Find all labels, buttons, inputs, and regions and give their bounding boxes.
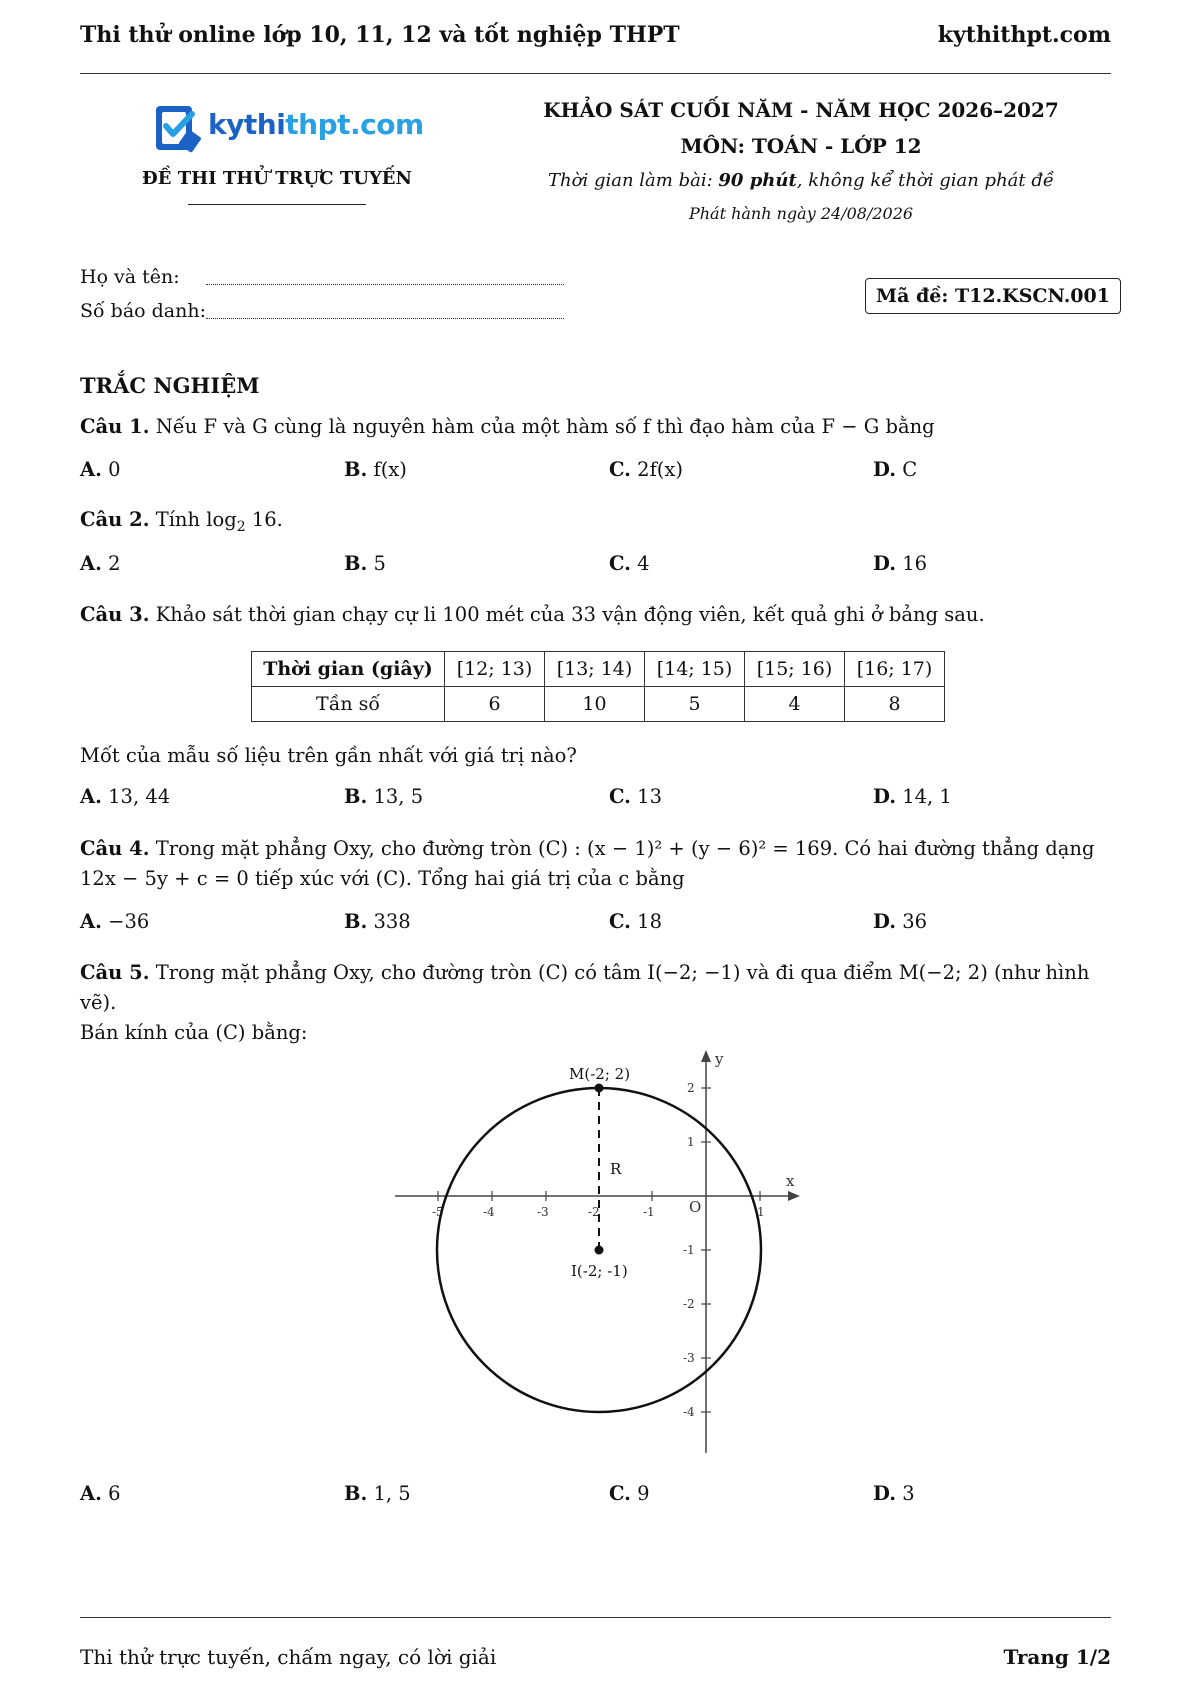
header-site-tagline: Thi thử online lớp 10, 11, 12 và tốt nghiệp THPT (80, 22, 680, 48)
q5-answer-d[interactable]: D. 3 (873, 1482, 915, 1505)
q2-answer-d[interactable]: D. 16 (873, 552, 928, 575)
exam-subject: MÔN: TOÁN - LỚP 12 (680, 134, 922, 158)
question-1: Câu 1. Nếu F và G cùng là nguyên hàm của một hàm số f thì đạo hàm của F − G bằng (80, 415, 935, 438)
x-tick-label: -5 (432, 1205, 444, 1219)
table-cell: Thời gian (giây) (252, 652, 445, 687)
table-row (252, 687, 945, 722)
table-cell: [13; 14) (545, 652, 645, 687)
q1-answer-d[interactable]: D. C (873, 458, 918, 481)
q3-answer-d[interactable]: D. 14, 1 (873, 785, 952, 808)
y-tick-label: 1 (687, 1135, 695, 1149)
issue-date: Phát hành ngày 24/08/2026 (688, 204, 914, 223)
name-label: Họ và tên: (80, 266, 180, 288)
y-axis-label: y (715, 1050, 724, 1068)
question-2: Câu 2. Tính $\log_2 16$. (80, 508, 283, 535)
q1-answer-a[interactable]: A. 0 (80, 458, 121, 481)
table-cell: [15; 16) (745, 652, 845, 687)
table-cell: [16; 17) (845, 652, 945, 687)
table-cell: 10 (545, 687, 645, 722)
q4-answer-c[interactable]: C. 18 (609, 910, 662, 933)
logo-wordmark: kythithpt.com (208, 108, 424, 141)
origin-label: O (689, 1198, 702, 1216)
x-tick-label: -4 (483, 1205, 495, 1219)
q2-answer-c[interactable]: C. 4 (609, 552, 650, 575)
table-header-row (252, 652, 945, 687)
y-axis-arrow-icon (701, 1050, 711, 1062)
exam-duration: Thời gian làm bài: 90 phút, không kể thời gian phát đề (548, 170, 1054, 191)
y-tick-label: -4 (683, 1405, 695, 1419)
section-title: TRẮC NGHIỆM (80, 373, 260, 398)
radius-label: R (610, 1160, 622, 1178)
x-axis-label: x (786, 1172, 795, 1190)
point-m-label: M(-2; 2) (569, 1065, 631, 1083)
table-cell: 8 (845, 687, 945, 722)
site-logo (152, 102, 424, 158)
question-3: Câu 3. Khảo sát thời gian chạy cự li 100 mét của 33 vận động viên, kết quả ghi ở bảng sau. (80, 603, 985, 626)
q5-answer-c[interactable]: C. 9 (609, 1482, 650, 1505)
exam-code-box: Mã đề: T12.KSCN.001 (865, 278, 1121, 314)
name-field[interactable] (206, 284, 564, 285)
header-divider (80, 73, 1111, 74)
table-cell: 6 (445, 687, 545, 722)
logo-icon (152, 102, 204, 156)
q5-answer-b[interactable]: B. 1, 5 (344, 1482, 411, 1505)
y-tick-label: -2 (683, 1297, 695, 1311)
y-tick-label: -3 (683, 1351, 695, 1365)
q1-answer-c[interactable]: C. 2f(x) (609, 458, 684, 481)
exam-type-label: ĐỀ THI THỬ TRỰC TUYẾN (142, 168, 412, 189)
subtitle-underline (188, 204, 366, 205)
q4-answer-a[interactable]: A. −36 (80, 910, 150, 933)
frequency-table (251, 651, 945, 722)
question-3-followup: Mốt của mẫu số liệu trên gần nhất với giá trị nào? (80, 744, 577, 767)
header-site-url[interactable]: kythithpt.com (937, 22, 1111, 48)
q1-answer-b[interactable]: B. f(x) (344, 458, 407, 481)
footer-tagline: Thi thử trực tuyến, chấm ngay, có lời giải (80, 1645, 497, 1669)
q3-answer-c[interactable]: C. 13 (609, 785, 662, 808)
footer-divider (80, 1617, 1111, 1618)
table-cell: Tần số (252, 687, 445, 722)
table-cell: 5 (645, 687, 745, 722)
q4-answer-d[interactable]: D. 36 (873, 910, 928, 933)
point-m (595, 1084, 604, 1093)
point-i-label: I(-2; -1) (571, 1262, 628, 1280)
question-5: Câu 5. Trong mặt phẳng Oxy, cho đường tròn (C) có tâm I(−2; −1) và đi qua điểm M(−2; 2) (như hình vẽ). Bán kính của (C) bằng: (80, 961, 1090, 1044)
page-number: Trang 1/2 (1003, 1645, 1111, 1669)
question-4: Câu 4. Trong mặt phẳng Oxy, cho đường tròn (C) : (x − 1)² + (y − 6)² = 169. Có hai đường thẳng dạng 12x − 5y + c = 0 tiếp xúc với (C). Tổng hai giá trị của c bằng (80, 837, 1095, 890)
y-tick-label: -1 (683, 1243, 695, 1257)
q2-answer-a[interactable]: A. 2 (80, 552, 121, 575)
circle-figure (395, 1048, 815, 1468)
x-axis-arrow-icon (788, 1191, 800, 1201)
x-tick-label: -2 (588, 1205, 600, 1219)
y-tick-label: 2 (687, 1081, 695, 1095)
x-tick-label: -1 (643, 1205, 655, 1219)
q5-answer-a[interactable]: A. 6 (80, 1482, 121, 1505)
table-cell: 4 (745, 687, 845, 722)
q4-answer-b[interactable]: B. 338 (344, 910, 411, 933)
x-tick-label: -3 (537, 1205, 549, 1219)
student-id-field[interactable] (206, 318, 564, 319)
x-tick-label: 1 (757, 1205, 765, 1219)
table-cell: [12; 13) (445, 652, 545, 687)
q2-answer-b[interactable]: B. 5 (344, 552, 386, 575)
student-id-label: Số báo danh: (80, 300, 207, 322)
table-cell: [14; 15) (645, 652, 745, 687)
exam-title: KHẢO SÁT CUỐI NĂM - NĂM HỌC 2026–2027 (543, 98, 1059, 122)
q3-answer-b[interactable]: B. 13, 5 (344, 785, 424, 808)
q3-answer-a[interactable]: A. 13, 44 (80, 785, 171, 808)
point-i (595, 1246, 604, 1255)
